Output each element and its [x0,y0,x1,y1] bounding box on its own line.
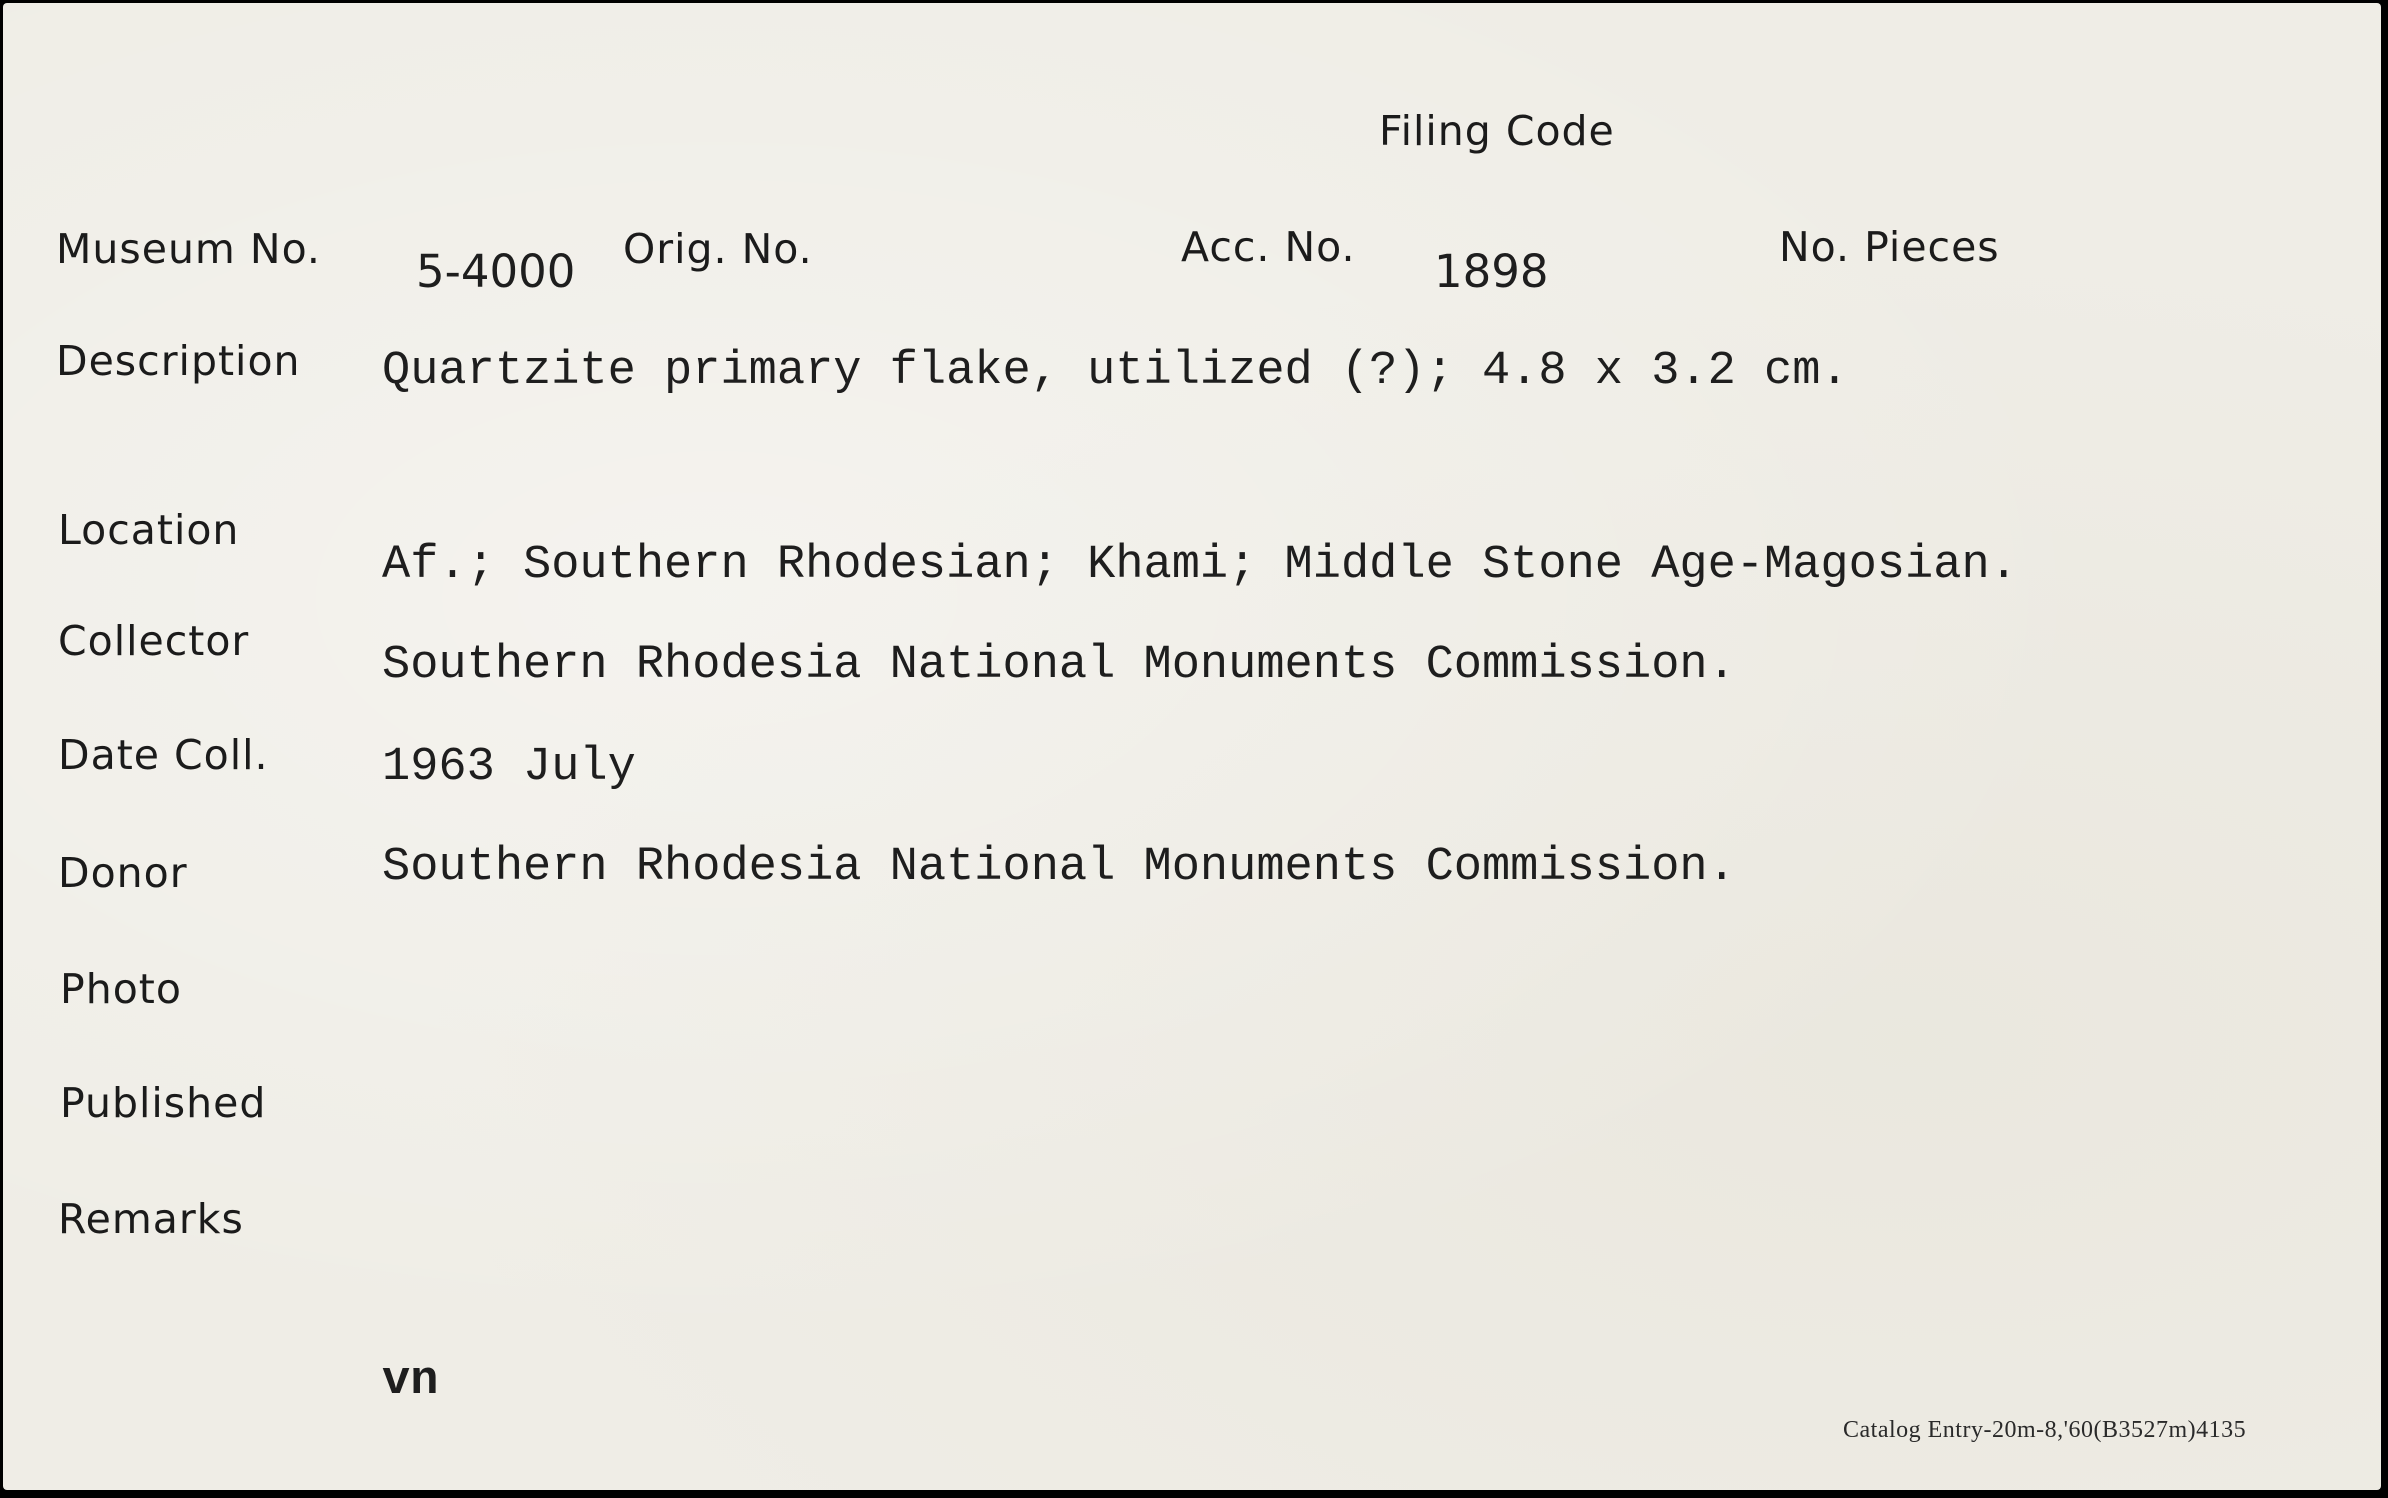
description-value: Quartzite primary flake, utilized (?); 4.8 x 3.2 cm. [382,345,1849,398]
catalog-footer: Catalog Entry-20m-8,'60(B3527m)4135 [1843,1417,2247,1443]
no-pieces-label: No. Pieces [1779,223,2000,271]
photo-label: Photo [60,965,182,1013]
catalog-card [3,3,2381,1490]
donor-value: Southern Rhodesia National Monuments Commission. [382,841,1736,894]
donor-label: Donor [58,849,188,897]
location-value: Af.; Southern Rhodesian; Khami; Middle Stone Age-Magosian. [382,539,2018,592]
museum-no-label: Museum No. [56,225,321,273]
orig-no-label: Orig. No. [623,225,813,273]
museum-no-value: 5-4000 [416,245,576,298]
acc-no-value: 1898 [1434,245,1549,298]
acc-no-label: Acc. No. [1181,223,1356,271]
description-label: Description [56,337,301,385]
date-coll-value: 1963 July [382,741,636,794]
collector-value: Southern Rhodesia National Monuments Commission. [382,639,1736,692]
remarks-label: Remarks [58,1195,244,1243]
filing-code-label: Filing Code [1379,107,1615,155]
initials-value: vn [382,1355,439,1408]
collector-label: Collector [58,617,250,665]
location-label: Location [58,506,240,554]
published-label: Published [60,1079,267,1127]
date-coll-label: Date Coll. [58,731,269,779]
